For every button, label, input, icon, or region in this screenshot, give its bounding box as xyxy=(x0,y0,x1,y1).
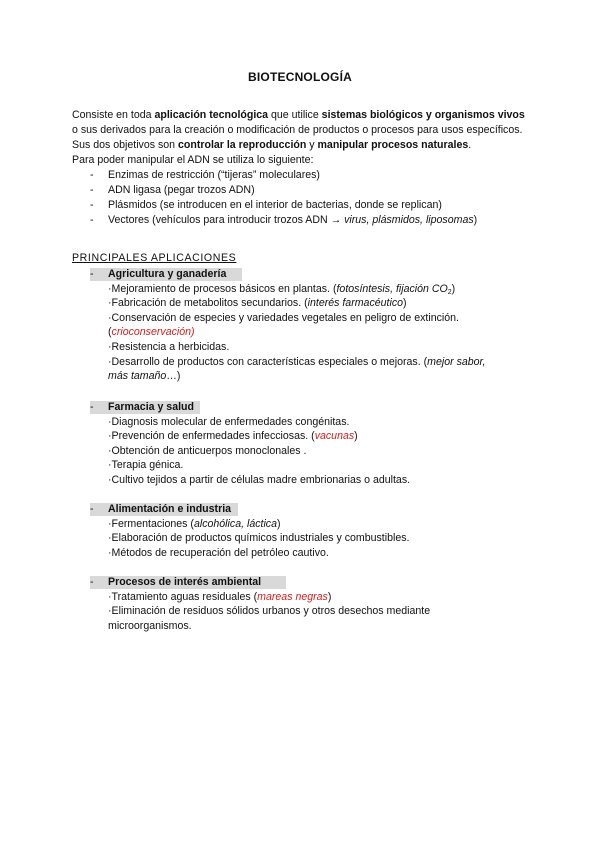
group-agriculture xyxy=(72,267,528,384)
group-food-industry xyxy=(72,502,528,560)
list-item: - ADN ligasa (pegar trozos ADN) xyxy=(90,184,255,196)
list-item: ·Desarrollo de productos con características especiales o mejoras. (mejor sabor, xyxy=(108,355,486,368)
list-item: ·Obtención de anticuerpos monoclonales . xyxy=(108,444,307,457)
intro-section xyxy=(72,108,528,228)
list-item: ·Mejoramiento de procesos básicos en plantas. (fotosíntesis, fijación $CO_2$) xyxy=(108,282,456,296)
group-heading: - Agricultura y ganadería xyxy=(72,267,528,282)
list-item: ·Conservación de especies y variedades vegetales en peligro de extinción. xyxy=(108,311,459,324)
list-item: - Enzimas de restricción (“tijeras” moleculares) xyxy=(90,169,320,181)
list-item: ·Terapia génica. xyxy=(108,459,184,472)
list-item: (crioconservación) xyxy=(108,326,195,339)
section-heading: PRINCIPALES APLICACIONES xyxy=(72,252,237,264)
group-pharmacy xyxy=(72,400,528,488)
group-heading: - Alimentación e industria xyxy=(72,502,528,517)
list-item: ·Métodos de recuperación del petróleo cautivo. xyxy=(108,546,329,559)
list-item: ·Fabricación de metabolitos secundarios. (interés farmacéutico) xyxy=(108,297,407,310)
list-item: ·Tratamiento aguas residuales (mareas negras) xyxy=(108,590,332,603)
list-item: - Plásmidos (se introducen en el interior de bacterias, donde se replican) xyxy=(90,199,442,211)
dna-tools-lead: Para poder manipular el ADN se utiliza lo siguiente: xyxy=(72,154,314,166)
group-heading: - Farmacia y salud xyxy=(72,400,528,415)
dna-tools-list xyxy=(72,168,528,228)
list-item: - Vectores (vehículos para introducir trozos ADN → virus, plásmidos, liposomas) xyxy=(90,214,478,226)
group-heading: - Procesos de interés ambiental xyxy=(72,575,528,590)
list-item: ·Fermentaciones (alcohólica, láctica) xyxy=(108,517,281,530)
group-environmental xyxy=(72,575,528,633)
page-title: BIOTECNOLOGÍA xyxy=(248,70,352,84)
list-item: ·Resistencia a herbicidas. xyxy=(108,340,230,353)
list-item: ·Elaboración de productos químicos industriales y combustibles. xyxy=(108,532,410,545)
list-item: más tamaño…) xyxy=(108,370,181,383)
list-item: ·Diagnosis molecular de enfermedades congénitas. xyxy=(108,415,350,428)
intro-paragraph: Consiste en toda aplicación tecnológica que utilice sistemas biológicos y organismos vivos o sus derivados para la creación o modificación de productos o procesos para usos específicos. Sus dos objetivos son controlar la reproducción y manipular procesos naturales. xyxy=(72,109,525,151)
list-item: ·Eliminación de residuos sólidos urbanos y otros desechos mediante xyxy=(108,605,431,618)
list-item: ·Prevención de enfermedades infecciosas. (vacunas) xyxy=(108,430,358,443)
list-item: ·Cultivo tejidos a partir de células madre embrionarias o adultas. xyxy=(108,473,411,486)
list-item: microorganismos. xyxy=(108,619,192,632)
